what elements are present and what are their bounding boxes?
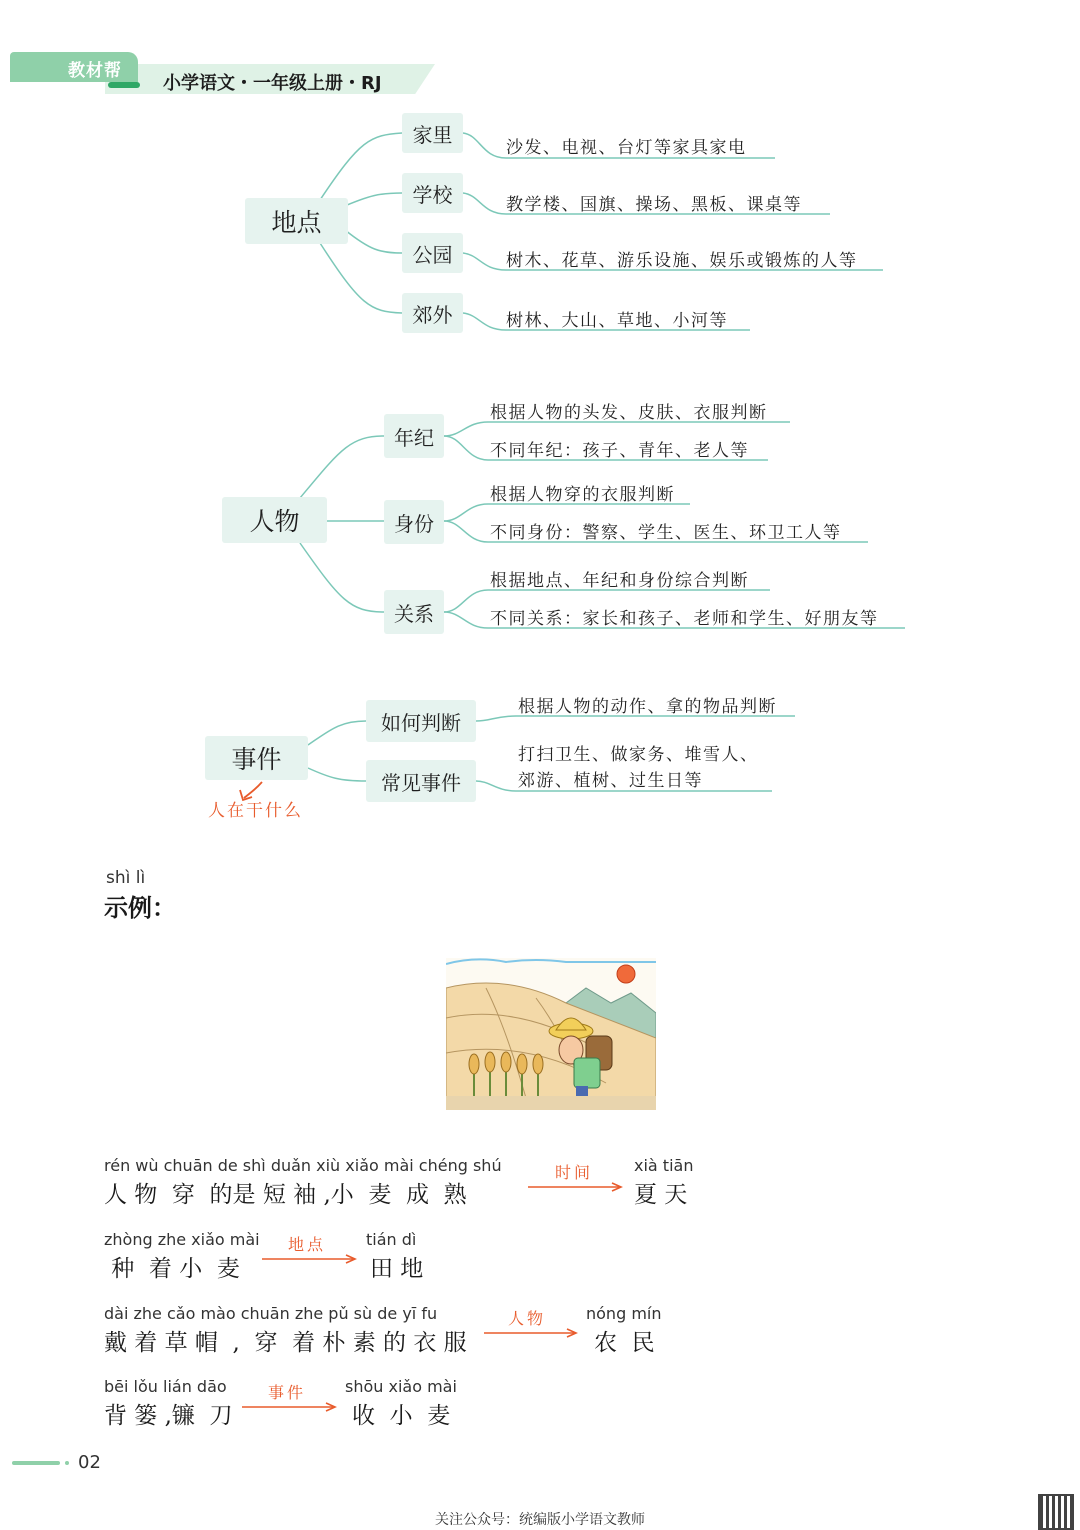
person-branch-identity: 身份 (384, 500, 444, 544)
example-row4-pinyin-left: bēi lǒu lián dāo (104, 1377, 227, 1396)
person-branch-relation: 关系 (384, 590, 444, 634)
example-row3-pinyin-left: dài zhe cǎo mào chuān zhe pǔ sù de yī fu (104, 1304, 438, 1323)
place-detail-home: 沙发、电视、台灯等家具家电 (506, 138, 747, 158)
example-row4-arrow-label: 事件 (268, 1383, 307, 1402)
example-row2-pinyin-right: tián dì (366, 1230, 417, 1249)
event-branch-common: 常见事件 (366, 760, 476, 802)
example-row1-pinyin-left: rén wù chuān de shì duǎn xiù xiǎo mài chéng shú (104, 1156, 502, 1175)
example-row1-text-left: 人 物 穿 的是 短 袖 ,小 麦 成 熟 (104, 1182, 467, 1208)
example-row3-arrow-label: 人物 (508, 1309, 547, 1328)
person-age-detail-1: 根据人物的头发、皮肤、衣服判断 (490, 403, 768, 423)
event-common-detail-1: 打扫卫生、做家务、堆雪人、 (518, 745, 759, 765)
person-identity-detail-1: 根据人物穿的衣服判断 (490, 485, 675, 505)
place-detail-school: 教学楼、国旗、操场、黑板、课桌等 (506, 195, 802, 215)
example-row2-text-left: 种 着 小 麦 (104, 1256, 240, 1282)
example-row4-text-left: 背 篓 ,镰 刀 (104, 1403, 233, 1429)
place-detail-suburb: 树林、大山、草地、小河等 (506, 311, 728, 331)
person-root-node: 人物 (222, 497, 327, 543)
event-how-detail: 根据人物的动作、拿的物品判断 (518, 697, 777, 717)
place-branch-home: 家里 (402, 113, 463, 153)
example-row3-pinyin-right: nóng mín (586, 1304, 662, 1323)
event-note: 人在干什么 (208, 801, 303, 821)
brand-label: 教材帮 (68, 61, 122, 81)
person-relation-detail-2: 不同关系：家长和孩子、老师和学生、好朋友等 (490, 609, 879, 629)
place-branch-park: 公园 (402, 233, 463, 273)
example-row2-pinyin-left: zhòng zhe xiǎo mài (104, 1230, 260, 1249)
event-branch-how: 如何判断 (366, 700, 476, 742)
place-root-node: 地点 (245, 198, 348, 244)
page-number: 02 (78, 1452, 101, 1473)
example-row1-arrow-label: 时间 (555, 1163, 594, 1182)
example-pinyin: shì lì (106, 868, 146, 888)
follow-notice: 关注公众号：统编版小学语文教师 (435, 1512, 645, 1528)
event-root-node: 事件 (205, 736, 308, 780)
place-detail-park: 树木、花草、游乐设施、娱乐或锻炼的人等 (506, 251, 858, 271)
example-row3-text-left: 戴 着 草 帽 , 穿 着 朴 素 的 衣 服 (104, 1330, 467, 1356)
example-row4-pinyin-right: shōu xiǎo mài (345, 1377, 457, 1396)
person-age-detail-2: 不同年纪：孩子、青年、老人等 (490, 441, 749, 461)
example-row2-arrow-label: 地点 (288, 1235, 327, 1254)
person-relation-detail-1: 根据地点、年纪和身份综合判断 (490, 571, 749, 591)
person-identity-detail-2: 不同身份：警察、学生、医生、环卫工人等 (490, 523, 842, 543)
footer-accent-line (12, 1461, 60, 1465)
page-header-title: 小学语文・一年级上册・RJ (163, 73, 382, 94)
event-common-detail-2: 郊游、植树、过生日等 (518, 771, 703, 791)
example-row3-text-right: 农 民 (594, 1330, 655, 1356)
place-branch-suburb: 郊外 (402, 293, 463, 333)
example-row1-pinyin-right: xià tiān (634, 1156, 694, 1175)
person-branch-age: 年纪 (384, 414, 444, 458)
example-title: 示例： (104, 894, 176, 922)
footer-accent-dot (65, 1461, 69, 1465)
example-row2-text-right: 田 地 (370, 1256, 424, 1282)
place-branch-school: 学校 (402, 173, 463, 213)
example-row1-text-right: 夏 天 (634, 1182, 688, 1208)
qr-code-icon (1038, 1494, 1074, 1530)
example-row4-text-right: 收 小 麦 (352, 1403, 451, 1429)
